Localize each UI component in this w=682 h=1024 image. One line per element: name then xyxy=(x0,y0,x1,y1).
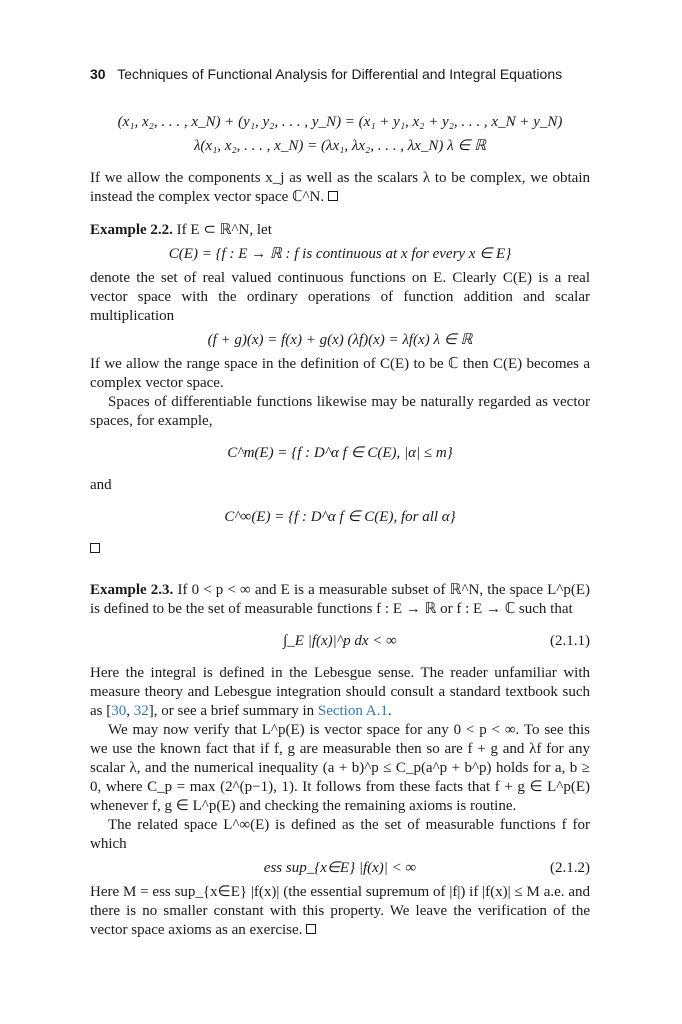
word-and: and xyxy=(90,477,112,493)
qed-line xyxy=(90,540,590,559)
citation-link-32[interactable]: 32 xyxy=(133,703,149,719)
paragraph-differentiable: Spaces of differentiable functions likewise may be naturally regarded as vector spaces, for example, xyxy=(90,394,590,429)
example-2-3: Example 2.3. If 0 < p < ∞ and E is a measurable subset of ℝ^N, the space L^p(E) is defined to be the set of measurable functions f : E → ℝ or f : E → ℂ such that xyxy=(90,582,591,617)
equation-Lp: ∫_E |f(x)|^p dx < ∞ (2.1.1) xyxy=(283,633,590,649)
running-header xyxy=(90,66,562,82)
paragraph-complex-space: If we allow the components x_j as well as the scalars λ to be complex, we obtain instead the complex vector space ℂ^N. xyxy=(90,170,590,205)
equation-vector-sum: (x₁, x₂, . . . , x_N) + (y₁, y₂, . . . , y_N) = (x₁ + y₁, x₂ + y₂, . . . , x_N + y_N) xyxy=(117,114,563,130)
equation-number: (2.1.2) xyxy=(550,860,590,876)
paragraph-range-space: If we allow the range space in the definition of C(E) to be ℂ then C(E) becomes a complex vector space. xyxy=(90,356,590,391)
running-title: Techniques of Functional Analysis for Differential and Integral Equations xyxy=(117,66,563,82)
example-2-3-label: Example 2.3. xyxy=(90,582,174,598)
equation-scalar-mult: λ(x₁, x₂, . . . , x_N) = (λx₁, λx₂, . . . , λx_N) λ ∈ ℝ xyxy=(193,138,487,154)
example-2-2: Example 2.2. If E ⊂ ℝ^N, let xyxy=(90,222,272,238)
qed-square-icon xyxy=(306,924,316,934)
example-2-2-label: Example 2.2. xyxy=(90,222,173,238)
equation-Cm: C^m(E) = {f : D^α f ∈ C(E), |α| ≤ m} xyxy=(227,445,453,461)
equation-CE-definition: C(E) = {f : E → ℝ : f is continuous at x for every x ∈ E} xyxy=(168,246,512,262)
section-a1-link[interactable]: Section A.1 xyxy=(317,703,388,719)
page-number: 30 xyxy=(90,66,106,82)
qed-square-icon xyxy=(90,543,100,553)
paragraph-Linf: The related space L^∞(E) is defined as the set of measurable functions f for which xyxy=(90,817,590,852)
paragraph-lebesgue: Here the integral is defined in the Lebesgue sense. The reader unfamiliar with measure theory and Lebesgue integration should consult a standard textbook such as [30, 32], or see a brief summary in Section A.1. xyxy=(90,665,590,719)
paragraph-M: Here M = ess sup_{x∈E} |f(x)| (the essential supremum of |f|) if |f(x)| ≤ M a.e. and there is no smaller constant with this property. We leave the verification of the vector space axioms as an exercise. xyxy=(90,884,590,938)
paragraph-verify-Lp: We may now verify that L^p(E) is vector space for any 0 < p < ∞. To see this we use the known fact that if f, g are measurable then so are f + g and λf for any scalar λ, and the numerical inequality (a + b)^p ≤ C_p(a^p + b^p) holds for a, b ≥ 0, where C_p = max (2^(p−1), 1). It follows from these facts that f + g ∈ L^p(E) whenever f, g ∈ L^p(E) and checking the remaining axioms is routine. xyxy=(90,722,590,814)
equation-function-ops: (f + g)(x) = f(x) + g(x) (λf)(x) = λf(x) λ ∈ ℝ xyxy=(207,332,473,348)
qed-square-icon xyxy=(328,191,338,201)
equation-esssup: ess sup_{x∈E} |f(x)| < ∞ (2.1.2) xyxy=(263,860,590,876)
paragraph-CE: denote the set of real valued continuous functions on E. Clearly C(E) is a real vector space with the ordinary operations of function addition and scalar multiplication xyxy=(90,270,590,324)
page-body xyxy=(90,108,590,940)
citation-link-30[interactable]: 30 xyxy=(111,703,127,719)
equation-number: (2.1.1) xyxy=(550,633,590,649)
equation-Cinf: C^∞(E) = {f : D^α f ∈ C(E), for all α} xyxy=(224,509,456,525)
